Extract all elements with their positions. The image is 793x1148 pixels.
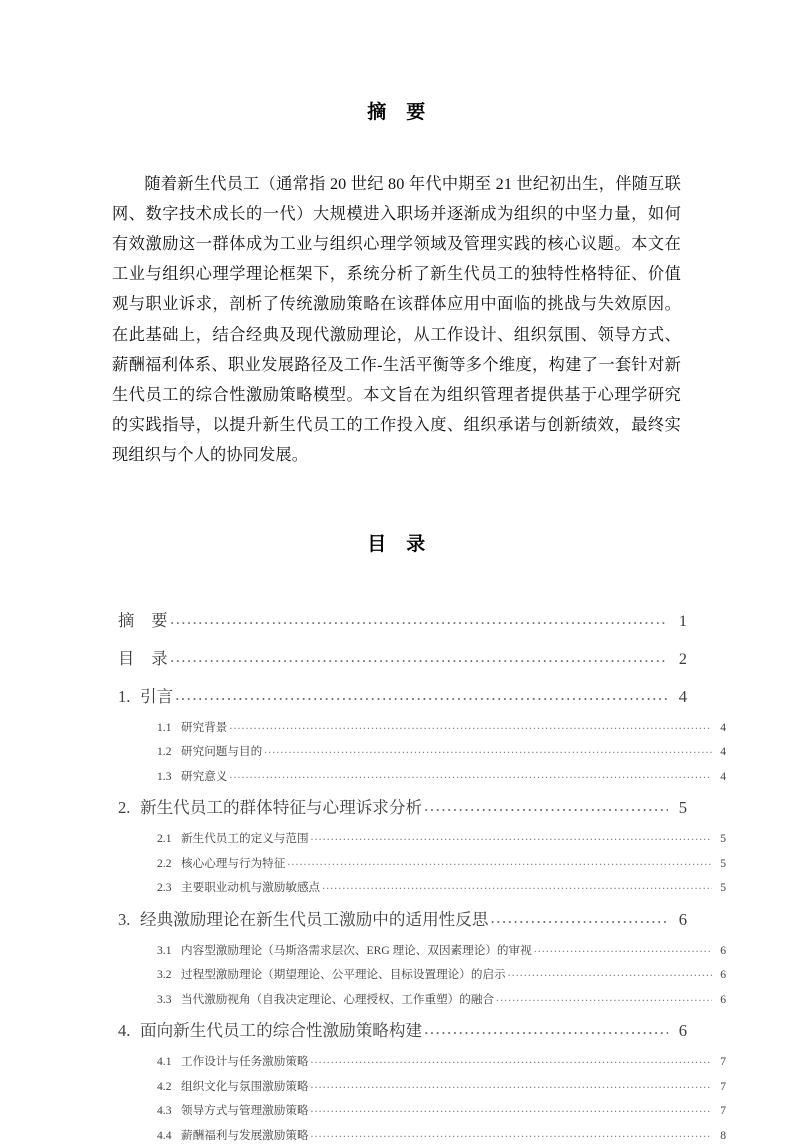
toc-leader-dots	[424, 1012, 668, 1048]
toc-entry-page-number: 7	[720, 1055, 726, 1069]
toc-entry[interactable]	[112, 988, 726, 1013]
toc-entry-number: 1.2	[157, 745, 172, 759]
toc-leader-dots	[264, 740, 712, 763]
toc-entry-number: 1.3	[157, 769, 172, 783]
toc-entry-page-number: 1	[678, 611, 687, 630]
toc-entry-label: 组织文化与氛围激励策略	[181, 1079, 309, 1093]
toc-entry[interactable]	[112, 939, 726, 964]
toc-entry-number: 1.1	[157, 720, 172, 734]
toc-entry[interactable]	[112, 1012, 687, 1050]
toc-entry-page-number: 4	[678, 686, 687, 706]
toc-entry-page-number: 4	[720, 769, 726, 783]
toc-entry-page-number: 5	[678, 798, 687, 818]
toc-entry-page-number: 6	[678, 1021, 687, 1041]
toc-entry-label: 主要职业动机与激励敏感点	[181, 881, 321, 895]
toc-entry[interactable]	[112, 740, 726, 765]
toc-entry-number: 3.3	[157, 992, 172, 1006]
toc-entry[interactable]	[112, 1075, 726, 1100]
toc-entry-number: 2.1	[157, 832, 172, 846]
toc-leader-dots	[170, 602, 668, 638]
toc-entry-label: 新生代员工的定义与范围	[181, 832, 309, 846]
toc-leader-dots	[287, 852, 712, 875]
toc-entry-number: 3.1	[157, 943, 172, 957]
abstract-body-text: 随着新生代员工（通常指 20 世纪 80 年代中期至 21 世纪初出生，伴随互联网、数字技术成长的一代）大规模进入职场并逐渐成为组织的中坚力量，如何有效激励这一群体成为工业与组织心理学领域及管理实践的核心议题。本文在工业与组织心理学理论框架下，系统分析了新生代员工的独特性格特征、价值观与职业诉求，剖析了传统激励策略在该群体应用中面临的挑战与失效原因。在此基础上，结合经典及现代激励理论，从工作设计、组织氛围、领导方式、薪酬福利体系、职业发展路径及工作-生活平衡等多个维度，构建了一套针对新生代员工的综合性激励策略模型。本文旨在为组织管理者提供基于心理学研究的实践指导，以提升新生代员工的工作投入度、组织承诺与创新绩效，最终实现组织与个人的协同发展。	[112, 174, 681, 465]
toc-entry-label: 工作设计与任务激励策略	[181, 1055, 309, 1069]
toc-entry[interactable]	[112, 765, 726, 790]
toc-leader-dots	[311, 827, 712, 850]
toc-entry-label: 内容型激励理论（马斯洛需求层次、ERG 理论、双因素理论）的审视	[181, 943, 532, 957]
toc-entry[interactable]	[112, 678, 687, 716]
toc-entry-label: 核心心理与行为特征	[181, 856, 286, 870]
toc-leader-dots	[490, 901, 668, 937]
toc-entry-number: 4.4	[157, 1128, 172, 1142]
toc-leader-dots	[311, 1075, 712, 1098]
toc-list	[112, 602, 726, 1148]
toc-entry-number: 4.1	[157, 1055, 172, 1069]
toc-entry[interactable]	[112, 901, 687, 939]
toc-leader-dots	[496, 988, 712, 1011]
abstract-heading: 摘 要	[367, 102, 426, 123]
toc-entry-page-number: 8	[720, 1128, 726, 1142]
toc-entry-page-number: 7	[720, 1104, 726, 1118]
toc-leader-dots	[229, 765, 712, 788]
toc-entry[interactable]	[112, 963, 726, 988]
toc-leader-dots	[322, 876, 712, 899]
toc-entry-label: 过程型激励理论（期望理论、公平理论、目标设置理论）的启示	[181, 968, 506, 982]
toc-entry-page-number: 5	[720, 832, 726, 846]
toc-entry-number: 2.2	[157, 856, 172, 870]
toc-entry-page-number: 2	[678, 649, 687, 668]
toc-leader-dots	[311, 1099, 712, 1122]
toc-leader-dots	[508, 963, 712, 986]
toc-entry-number: 3.	[118, 909, 131, 929]
toc-entry-number: 2.	[118, 798, 131, 818]
toc-leader-dots	[424, 789, 668, 825]
toc-entry-page-number: 6	[720, 992, 726, 1006]
toc-entry-number: 4.	[118, 1021, 131, 1041]
toc-entry-label: 研究意义	[181, 769, 228, 783]
toc-entry-label: 目 录	[118, 649, 169, 668]
toc-entry-number: 4.2	[157, 1079, 172, 1093]
toc-entry[interactable]	[112, 1124, 726, 1148]
toc-entry-page-number: 5	[720, 856, 726, 870]
toc-leader-dots	[311, 1124, 712, 1147]
table-of-contents-section	[112, 529, 726, 1148]
toc-entry[interactable]	[112, 640, 687, 678]
toc-entry[interactable]	[112, 1099, 726, 1124]
toc-entry-page-number: 7	[720, 1079, 726, 1093]
toc-entry-label: 引言	[140, 686, 174, 706]
toc-entry-number: 4.3	[157, 1104, 172, 1118]
toc-entry-label: 薪酬福利与发展激励策略	[181, 1128, 309, 1142]
toc-entry[interactable]	[112, 827, 726, 852]
toc-heading: 目 录	[367, 533, 426, 555]
toc-leader-dots	[534, 939, 712, 962]
toc-entry[interactable]	[112, 852, 726, 877]
toc-entry-page-number: 4	[720, 720, 726, 734]
toc-entry[interactable]	[112, 789, 687, 827]
toc-entry-label: 领导方式与管理激励策略	[181, 1104, 309, 1118]
toc-entry-label: 新生代员工的群体特征与心理诉求分析	[140, 798, 423, 818]
toc-entry-page-number: 4	[720, 745, 726, 759]
toc-entry-number: 2.3	[157, 881, 172, 895]
toc-leader-dots	[311, 1050, 712, 1073]
toc-leader-dots	[170, 640, 668, 676]
toc-entry-number: 3.2	[157, 968, 172, 982]
toc-entry[interactable]	[112, 1050, 726, 1075]
toc-entry[interactable]	[112, 876, 726, 901]
abstract-section	[112, 0, 681, 471]
toc-entry-page-number: 6	[678, 909, 687, 929]
toc-leader-dots	[175, 678, 668, 714]
toc-entry-label: 研究问题与目的	[181, 745, 263, 759]
toc-entry-page-number: 5	[720, 881, 726, 895]
toc-entry-label: 面向新生代员工的综合性激励策略构建	[140, 1021, 423, 1041]
toc-entry-page-number: 6	[720, 968, 726, 982]
toc-entry[interactable]	[112, 602, 687, 640]
toc-leader-dots	[229, 716, 712, 739]
toc-entry-number: 1.	[118, 686, 131, 706]
toc-entry-label: 经典激励理论在新生代员工激励中的适用性反思	[140, 909, 489, 929]
toc-entry[interactable]	[112, 716, 726, 741]
toc-entry-label: 摘 要	[118, 611, 169, 630]
toc-entry-page-number: 6	[720, 943, 726, 957]
toc-entry-label: 研究背景	[181, 720, 228, 734]
toc-entry-label: 当代激励视角（自我决定理论、心理授权、工作重塑）的融合	[181, 992, 495, 1006]
